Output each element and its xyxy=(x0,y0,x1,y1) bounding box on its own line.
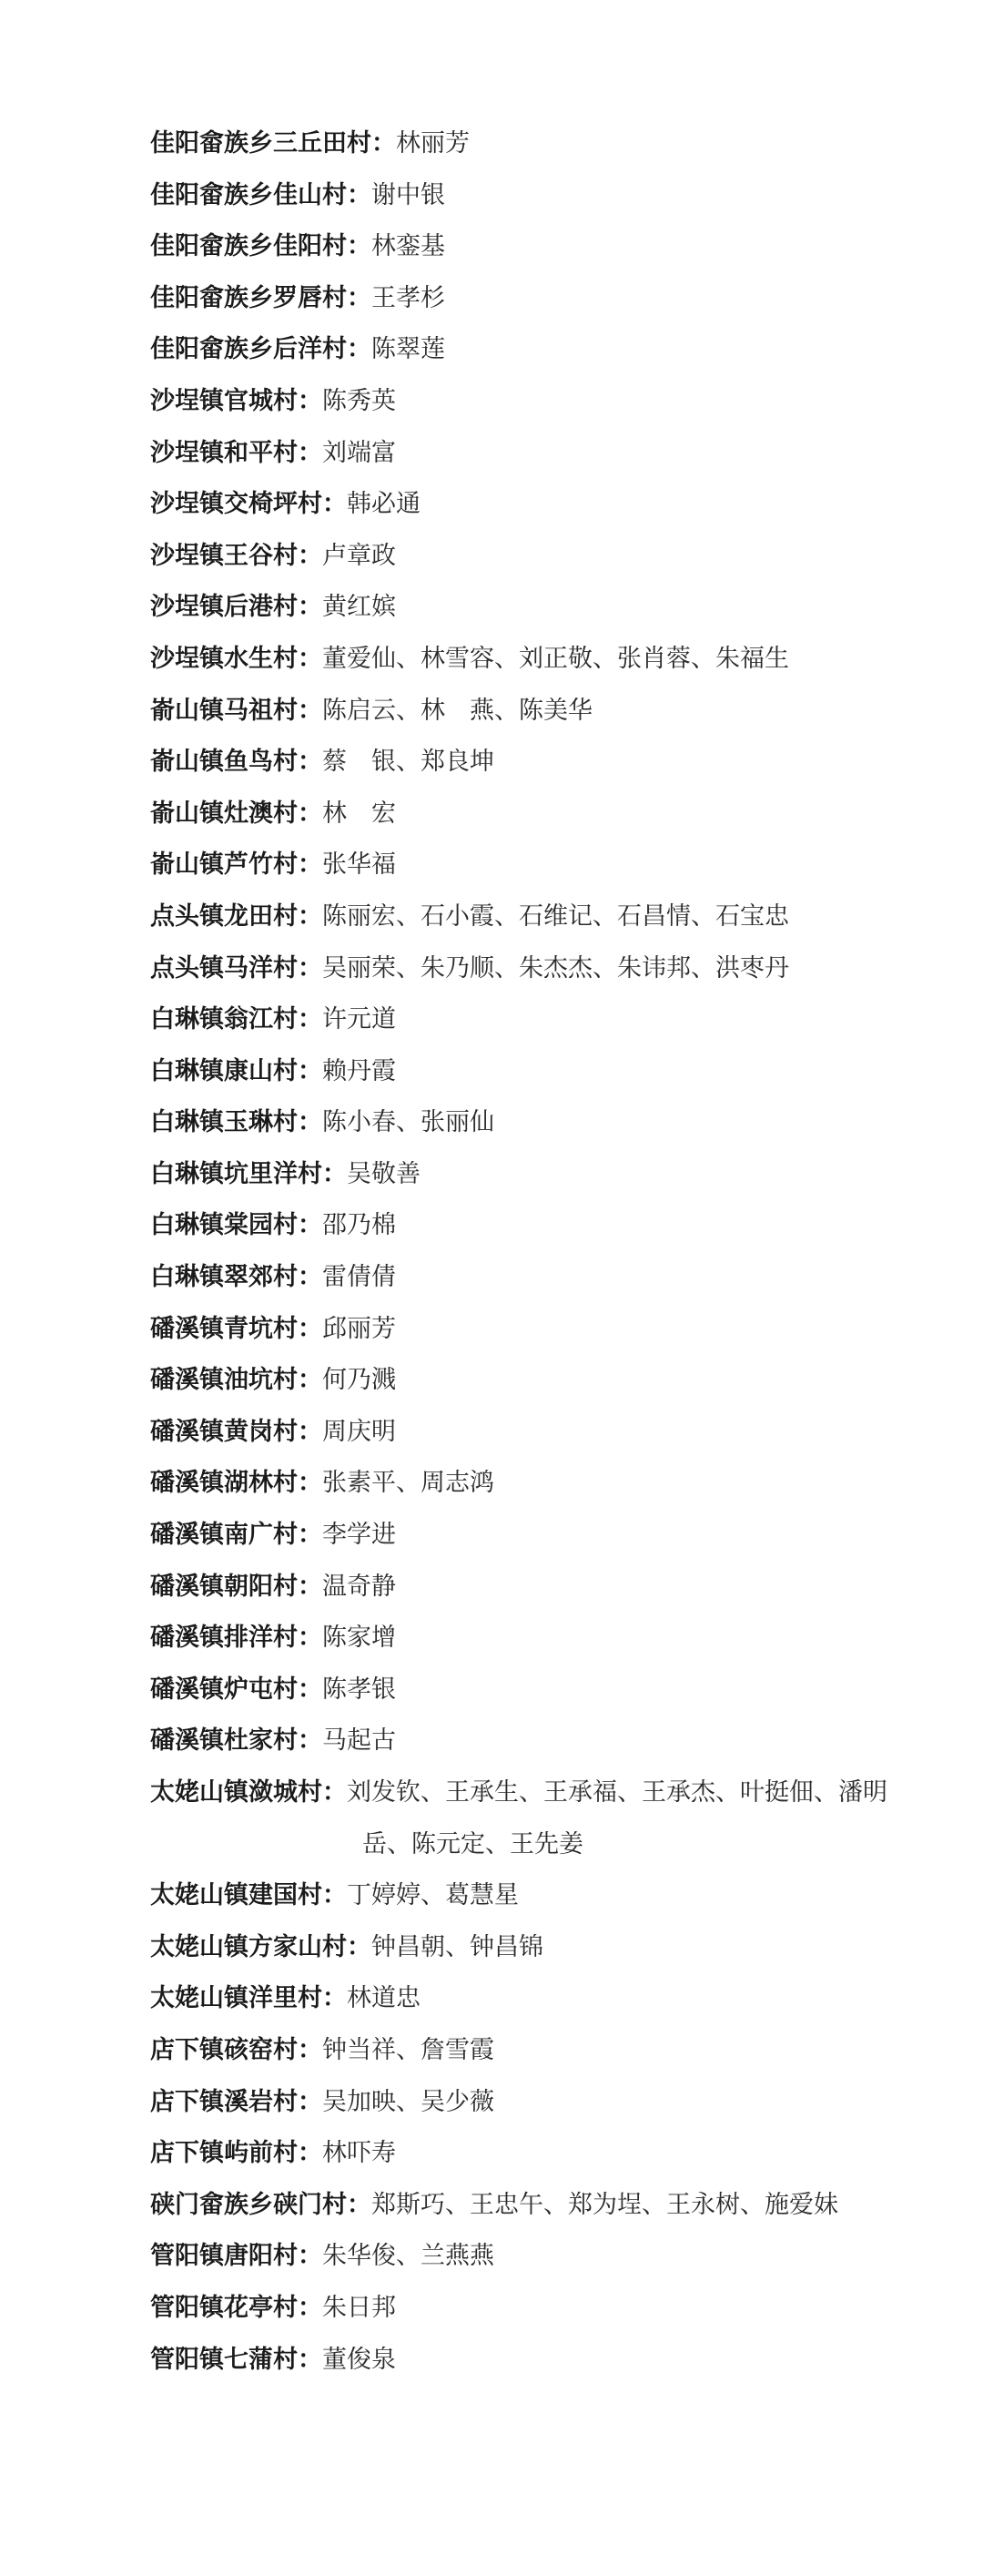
person-names: 钟当祥、詹雪霞 xyxy=(322,2035,494,2064)
village-label: 磻溪镇朝阳村 xyxy=(150,1572,298,1601)
village-label: 管阳镇七蒲村 xyxy=(150,2345,298,2374)
person-names: 张华福 xyxy=(322,850,396,880)
label-separator: ： xyxy=(298,1263,322,1292)
village-label: 磻溪镇杜家村 xyxy=(150,1726,298,1756)
village-label: 沙埕镇交椅坪村 xyxy=(150,490,322,519)
list-item xyxy=(150,2128,897,2180)
person-names: 郑斯巧、王忠午、郑为埕、王永树、施爱妹 xyxy=(371,2190,838,2219)
person-names: 赖丹霞 xyxy=(322,1056,396,1085)
list-item xyxy=(150,221,897,273)
village-label: 佳阳畲族乡佳阳村 xyxy=(150,232,347,261)
list-item xyxy=(150,634,897,686)
person-names: 陈丽宏、石小霞、石维记、石昌情、石宝忠 xyxy=(322,901,789,931)
village-label: 磻溪镇南广村 xyxy=(150,1521,298,1550)
person-names: 林丽芳 xyxy=(396,129,470,158)
person-names: 吴加映、吴少薇 xyxy=(322,2087,494,2116)
label-separator: ： xyxy=(298,438,322,467)
village-label: 点头镇马洋村 xyxy=(150,953,298,983)
person-names: 邵乃棉 xyxy=(322,1211,396,1240)
list-item xyxy=(150,118,897,170)
person-names: 刘端富 xyxy=(322,438,396,467)
label-separator: ： xyxy=(322,1881,347,1910)
village-label: 白琳镇翁江村 xyxy=(150,1005,298,1034)
label-separator: ： xyxy=(298,901,322,931)
village-label: 嵛山镇鱼鸟村 xyxy=(150,748,298,777)
list-item xyxy=(150,1665,897,1716)
list-item xyxy=(150,1613,897,1665)
village-label: 白琳镇棠园村 xyxy=(150,1211,298,1240)
village-label: 店下镇溪岩村 xyxy=(150,2087,298,2116)
village-label: 磻溪镇湖林村 xyxy=(150,1469,298,1498)
label-separator: ： xyxy=(298,799,322,828)
list-item xyxy=(150,1767,897,1870)
label-separator: ： xyxy=(298,1108,322,1137)
label-separator: ： xyxy=(298,1624,322,1653)
village-label: 太姥山镇洋里村 xyxy=(150,1984,322,2013)
label-separator: ： xyxy=(298,1675,322,1704)
list-item xyxy=(150,1304,897,1356)
village-label: 佳阳畲族乡后洋村 xyxy=(150,335,347,364)
person-names: 吴丽荣、朱乃顺、朱杰杰、朱讳邦、洪枣丹 xyxy=(322,953,789,983)
person-names: 陈启云、林 燕、陈美华 xyxy=(322,696,593,725)
village-label: 佳阳畲族乡三丘田村 xyxy=(150,129,371,158)
list-item xyxy=(150,891,897,943)
village-label: 磻溪镇油坑村 xyxy=(150,1366,298,1395)
label-separator: ： xyxy=(347,180,371,209)
list-item xyxy=(150,1458,897,1510)
label-separator: ： xyxy=(298,1211,322,1240)
list-item xyxy=(150,582,897,634)
village-label: 点头镇龙田村 xyxy=(150,901,298,931)
person-names: 朱日邦 xyxy=(322,2293,396,2322)
label-separator: ： xyxy=(347,283,371,312)
village-label: 磻溪镇青坑村 xyxy=(150,1314,298,1343)
person-names: 林道忠 xyxy=(347,1984,421,2013)
label-separator: ： xyxy=(322,1984,347,2013)
list-item xyxy=(150,1922,897,1974)
person-names: 谢中银 xyxy=(371,180,445,209)
village-label: 佳阳畲族乡罗唇村 xyxy=(150,283,347,312)
label-separator: ： xyxy=(322,490,347,519)
person-names: 韩必通 xyxy=(347,490,421,519)
village-label: 沙埕镇王谷村 xyxy=(150,541,298,570)
person-names: 陈家增 xyxy=(322,1624,396,1653)
list-item xyxy=(150,170,897,222)
list-item xyxy=(150,1973,897,2025)
list-item xyxy=(150,1200,897,1252)
village-label: 太姥山镇方家山村 xyxy=(150,1932,347,1961)
village-label: 太姥山镇建国村 xyxy=(150,1881,322,1910)
label-separator: ： xyxy=(298,850,322,880)
village-label: 磻溪镇黄岗村 xyxy=(150,1417,298,1446)
village-label: 白琳镇康山村 xyxy=(150,1056,298,1085)
person-names: 董爱仙、林雪容、刘正敬、张肖蓉、朱福生 xyxy=(322,644,789,673)
list-item xyxy=(150,2231,897,2283)
list-item xyxy=(150,840,897,891)
village-label: 白琳镇坑里洋村 xyxy=(150,1159,322,1188)
person-names: 邱丽芳 xyxy=(322,1314,396,1343)
village-label: 沙埕镇后港村 xyxy=(150,593,298,622)
list-item xyxy=(150,686,897,738)
label-separator: ： xyxy=(298,1469,322,1498)
list-item xyxy=(150,943,897,995)
label-separator: ： xyxy=(347,2190,371,2219)
person-names: 林吓寿 xyxy=(322,2139,396,2168)
label-separator: ： xyxy=(322,1159,347,1188)
village-label: 管阳镇唐阳村 xyxy=(150,2242,298,2271)
list-item xyxy=(150,737,897,789)
label-separator: ： xyxy=(298,1726,322,1756)
list-item xyxy=(150,376,897,428)
label-separator: ： xyxy=(298,2087,322,2116)
list-item xyxy=(150,789,897,840)
label-separator: ： xyxy=(298,541,322,570)
village-label: 白琳镇翠郊村 xyxy=(150,1263,298,1292)
person-names: 蔡 银、郑良坤 xyxy=(322,748,494,777)
label-separator: ： xyxy=(298,2139,322,2168)
label-separator: ： xyxy=(298,386,322,415)
village-label: 管阳镇花亭村 xyxy=(150,2293,298,2322)
person-names: 朱华俊、兰燕燕 xyxy=(322,2242,494,2271)
label-separator: ： xyxy=(322,1778,347,1807)
label-separator: ： xyxy=(298,2345,322,2374)
person-names: 卢章政 xyxy=(322,541,396,570)
label-separator: ： xyxy=(347,1932,371,1961)
label-separator: ： xyxy=(298,1572,322,1601)
label-separator: ： xyxy=(298,1366,322,1395)
village-label: 太姥山镇潋城村 xyxy=(150,1778,322,1807)
label-separator: ： xyxy=(371,129,396,158)
label-separator: ： xyxy=(298,2242,322,2271)
person-names: 陈孝银 xyxy=(322,1675,396,1704)
list-item xyxy=(150,1252,897,1304)
label-separator: ： xyxy=(298,1314,322,1343)
person-names: 钟昌朝、钟昌锦 xyxy=(371,1932,543,1961)
label-separator: ： xyxy=(347,232,371,261)
village-name-list xyxy=(150,118,897,2386)
person-names: 雷倩倩 xyxy=(322,1263,396,1292)
list-item xyxy=(150,2335,897,2387)
village-label: 佳阳畲族乡佳山村 xyxy=(150,180,347,209)
person-names: 丁婷婷、葛慧星 xyxy=(347,1881,519,1910)
person-names: 李学进 xyxy=(322,1521,396,1550)
list-item xyxy=(150,1097,897,1149)
label-separator: ： xyxy=(298,1417,322,1446)
list-item xyxy=(150,1407,897,1459)
person-names: 周庆明 xyxy=(322,1417,396,1446)
list-item xyxy=(150,2025,897,2077)
list-item xyxy=(150,2077,897,2129)
village-label: 沙埕镇和平村 xyxy=(150,438,298,467)
label-separator: ： xyxy=(298,1521,322,1550)
village-label: 沙埕镇官城村 xyxy=(150,386,298,415)
list-item xyxy=(150,994,897,1046)
village-label: 嵛山镇灶澳村 xyxy=(150,799,298,828)
village-label: 硖门畲族乡硖门村 xyxy=(150,2190,347,2219)
label-separator: ： xyxy=(298,2035,322,2064)
village-label: 嵛山镇芦竹村 xyxy=(150,850,298,880)
list-item xyxy=(150,2283,897,2335)
village-label: 磻溪镇排洋村 xyxy=(150,1624,298,1653)
person-names: 林銮基 xyxy=(371,232,445,261)
person-names: 黄红嫔 xyxy=(322,593,396,622)
label-separator: ： xyxy=(298,644,322,673)
label-separator: ： xyxy=(298,748,322,777)
list-item xyxy=(150,479,897,531)
village-label: 磻溪镇炉屯村 xyxy=(150,1675,298,1704)
village-label: 店下镇屿前村 xyxy=(150,2139,298,2168)
person-names: 张素平、周志鸿 xyxy=(322,1469,494,1498)
label-separator: ： xyxy=(298,1056,322,1085)
list-item xyxy=(150,324,897,376)
label-separator: ： xyxy=(347,335,371,364)
label-separator: ： xyxy=(298,696,322,725)
label-separator: ： xyxy=(298,2293,322,2322)
list-item xyxy=(150,1716,897,1767)
person-names: 温奇静 xyxy=(322,1572,396,1601)
label-separator: ： xyxy=(298,1005,322,1034)
person-names: 陈小春、张丽仙 xyxy=(322,1108,494,1137)
person-names: 董俊泉 xyxy=(322,2345,396,2374)
village-label: 沙埕镇水生村 xyxy=(150,644,298,673)
person-names: 吴敬善 xyxy=(347,1159,421,1188)
list-item xyxy=(150,1870,897,1922)
label-separator: ： xyxy=(298,593,322,622)
person-names: 何乃溅 xyxy=(322,1366,396,1395)
person-names: 陈秀英 xyxy=(322,386,396,415)
village-label: 店下镇硋窑村 xyxy=(150,2035,298,2064)
village-label: 嵛山镇马祖村 xyxy=(150,696,298,725)
list-item xyxy=(150,273,897,325)
person-names: 陈翠莲 xyxy=(371,335,445,364)
list-item xyxy=(150,1149,897,1201)
list-item xyxy=(150,1510,897,1562)
list-item xyxy=(150,531,897,583)
person-names: 林 宏 xyxy=(322,799,396,828)
person-names: 许元道 xyxy=(322,1005,396,1034)
person-names: 王孝杉 xyxy=(371,283,445,312)
village-label: 白琳镇玉琳村 xyxy=(150,1108,298,1137)
list-item xyxy=(150,1355,897,1407)
list-item xyxy=(150,1046,897,1098)
list-item xyxy=(150,1562,897,1614)
person-names: 刘发钦、王承生、王承福、王承杰、叶挺佃、潘明岳、陈元定、王先姜 xyxy=(347,1778,887,1858)
person-names: 马起古 xyxy=(322,1726,396,1756)
list-item xyxy=(150,428,897,480)
label-separator: ： xyxy=(298,953,322,983)
list-item xyxy=(150,2180,897,2232)
